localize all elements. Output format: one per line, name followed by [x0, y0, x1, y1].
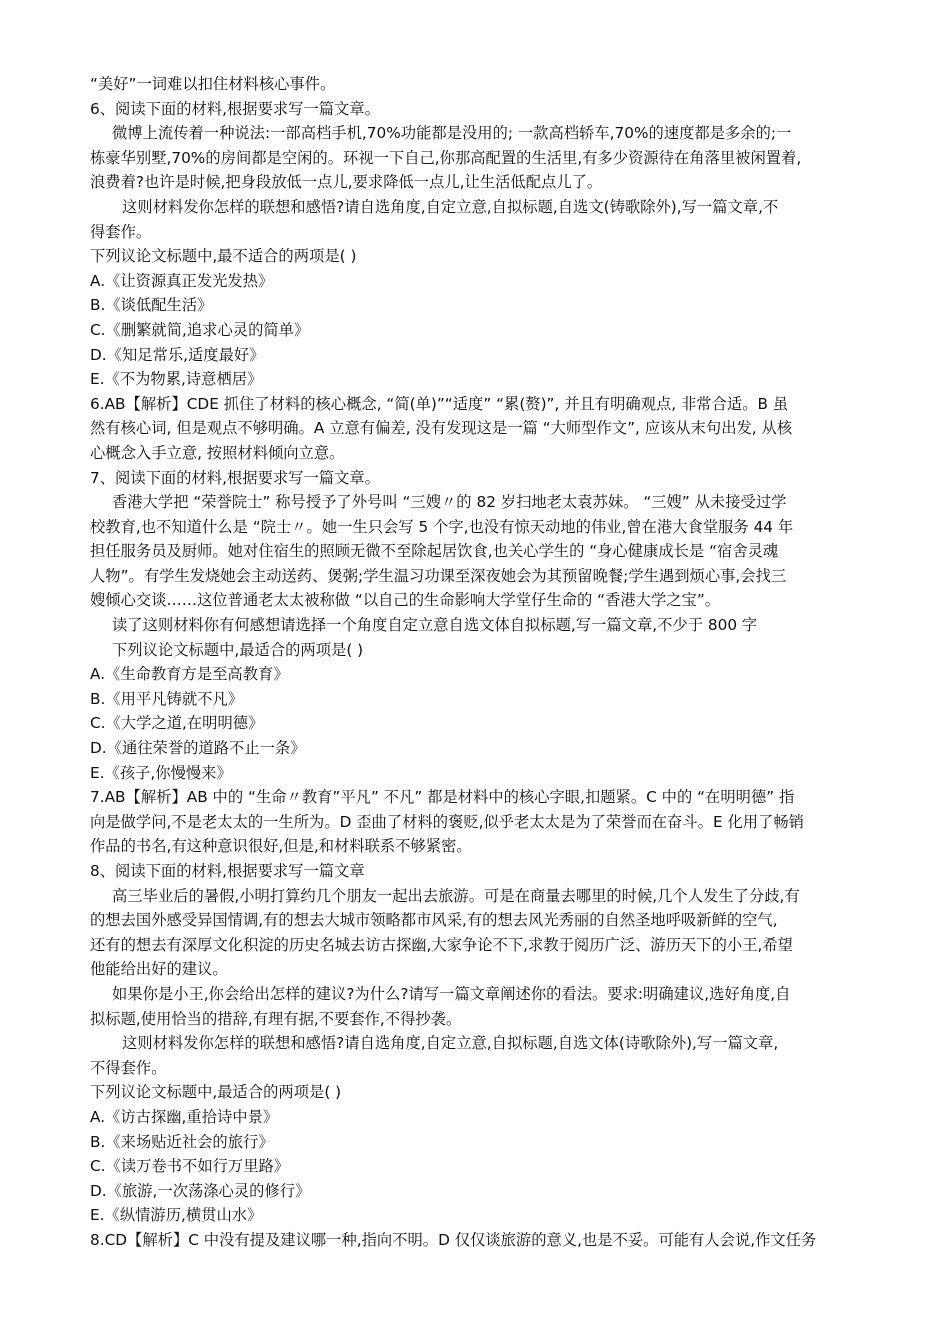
text-line: C.《删繁就简,追求心灵的简单》 — [90, 320, 310, 339]
text-line: 香港大学把 “荣誉院士” 称号授予了外号叫 “三嫂〃的 82 岁扫地老太袁苏妹。 “三嫂” 从未接受过学 — [112, 493, 787, 512]
text-line: E.《孩子,你慢慢来》 — [90, 763, 232, 782]
text-line: 嫂倾心交谈……这位普通老太太被称做 “以自己的生命影响大学堂仔生命的 “香港大学之宝”。 — [90, 591, 721, 610]
text-line: A.《让资源真正发光发热》 — [90, 271, 274, 290]
text-line: 7.AB【解析】AB 中的 “生命〃教育”平凡” 不凡” 都是材料中的核心字眼,扣题紧。C 中的 “在明明德” 指 — [90, 788, 795, 807]
text-line: E.《不为物累,诗意栖居》 — [90, 370, 263, 389]
text-line: “美好”一词难以扣住材料核心事件。 — [90, 75, 336, 93]
text-line: B.《谈低配生活》 — [90, 296, 213, 315]
text-line: A.《访古探幽,重拾诗中景》 — [90, 1107, 279, 1126]
text-line: 浪费着?也许是时候,把身段放低一点儿,要求降低一点儿,让生活低配点儿了。 — [90, 173, 603, 192]
text-line: 校教育,也不知道什么是 “院士〃。她一生只会写 5 个字,也没有惊天动地的伟业,曾在港大食堂服务 44 年 — [90, 517, 794, 536]
text-line: 然有核心词, 但是观点不够明确。A 立意有偏差, 没有发现这是一篇 “大师型作文”, 应该从末句出发, 从核 — [90, 419, 793, 438]
text-line: 不得套作。 — [90, 1058, 167, 1077]
text-line: 心概念入手立意, 按照材料倾向立意。 — [90, 443, 345, 462]
text-line: D.《通往荣誉的道路不止一条》 — [90, 739, 306, 758]
text-line: 他能给出好的建议。 — [90, 960, 228, 979]
text-line: 7、阅读下面的材料,根据要求写一篇文章。 — [90, 468, 380, 487]
text-line: 还有的想去有深厚文化积淀的历史名城去访古探幽,大家争论不下,求教于阅历广泛、游历天下的小王,希望 — [90, 935, 793, 954]
text-line: D.《知足常乐,适度最好》 — [90, 345, 265, 364]
text-line: B.《用平凡铸就不凡》 — [90, 689, 244, 708]
text-line: 8.CD【解析】C 中没有提及建议哪一种,指向不明。D 仅仅谈旅游的意义,也是不妥。可能有人会说,作文任务 — [90, 1230, 817, 1249]
text-line: 下列议论文标题中,最适合的两项是( ) — [112, 640, 364, 659]
text-line: 高三毕业后的暑假,小明打算约几个朋友一起出去旅游。可是在商量去哪里的时候,几个人发生了分歧,有 — [112, 886, 800, 905]
text-line: 这则材料发你怎样的联想和感悟?请自选角度,自定立意,自拟标题,自选文(铸歌除外),写一篇文章,不 — [122, 197, 779, 216]
text-line: 拟标题,使用恰当的措辞,有理有据,不要套作,不得抄袭。 — [90, 1009, 462, 1028]
text-line: 栋豪华别墅,70%的房间都是空闲的。环视一下自己,你那高配置的生活里,有多少资源待在角落里被闲置着, — [90, 148, 802, 167]
text-line: E.《纵情游历,横贯山水》 — [90, 1206, 263, 1225]
text-line: C.《大学之道,在明明德》 — [90, 714, 264, 733]
text-line: 作品的书名,有这种意识很好,但是,和材料联系不够紧密。 — [90, 837, 472, 856]
text-line: 8、阅读下面的材料,根据要求写一篇文章 — [90, 862, 365, 880]
text-line: 下列议论文标题中,最适合的两项是( ) — [90, 1083, 342, 1102]
text-line: 人物”。有学生发烧她会主动送药、煲粥;学生温习功课至深夜她会为其预留晚餐;学生遇到烦心事,会找三 — [90, 566, 787, 585]
text-line: 6、阅读下面的材料,根据要求写一篇文章。 — [90, 99, 380, 118]
text-line: 微博上流传着一种说法:一部高档手机,70%功能都是没用的; 一款高档轿车,70%的速度都是多余的;一 — [112, 124, 792, 143]
text-line: 这则材料发你怎样的联想和感悟?请自选角度,自定立意,自拟标题,自选文体(诗歌除外),写一篇文章, — [122, 1034, 779, 1053]
text-line: B.《来场贴近社会的旅行》 — [90, 1132, 274, 1151]
text-line: 的想去国外感受异国情调,有的想去大城市领略都市风采,有的想去风光秀丽的自然圣地呼吸新鲜的空气, — [90, 911, 778, 930]
text-line: 得套作。 — [90, 222, 152, 241]
text-line: 如果你是小王,你会给出怎样的建议?为什么?请写一篇文章阐述你的看法。要求:明确建议,选好角度,自 — [112, 984, 791, 1003]
text-line: 下列议论文标题中,最不适合的两项是( ) — [90, 247, 357, 266]
text-line: C.《读万卷书不如行万里路》 — [90, 1157, 290, 1176]
text-line: 担任服务员及厨师。她对住宿生的照顾无微不至除起居饮食,也关心学生的 “身心健康成长是 “宿舍灵魂 — [90, 542, 779, 561]
text-line: 6.AB【解析】CDE 抓住了材料的核心概念, “简(单)”“适度” “累(赘)”, 并且有明确观点, 非常合适。B 虽 — [90, 394, 789, 413]
text-line: D.《旅游,一次荡涤心灵的修行》 — [90, 1181, 311, 1200]
text-line: A.《生命教育方是至高教育》 — [90, 665, 289, 684]
text-line: 向是做学问,不是老太太的一生所为。D 歪曲了材料的褒贬,似乎老太太是为了荣誉而在奋斗。E 化用了畅销 — [90, 812, 804, 831]
text-line: 读了这则材料你有何感想请选择一个角度自定立意自选文体自拟标题,写一篇文章,不少于 800 字 — [112, 616, 758, 635]
